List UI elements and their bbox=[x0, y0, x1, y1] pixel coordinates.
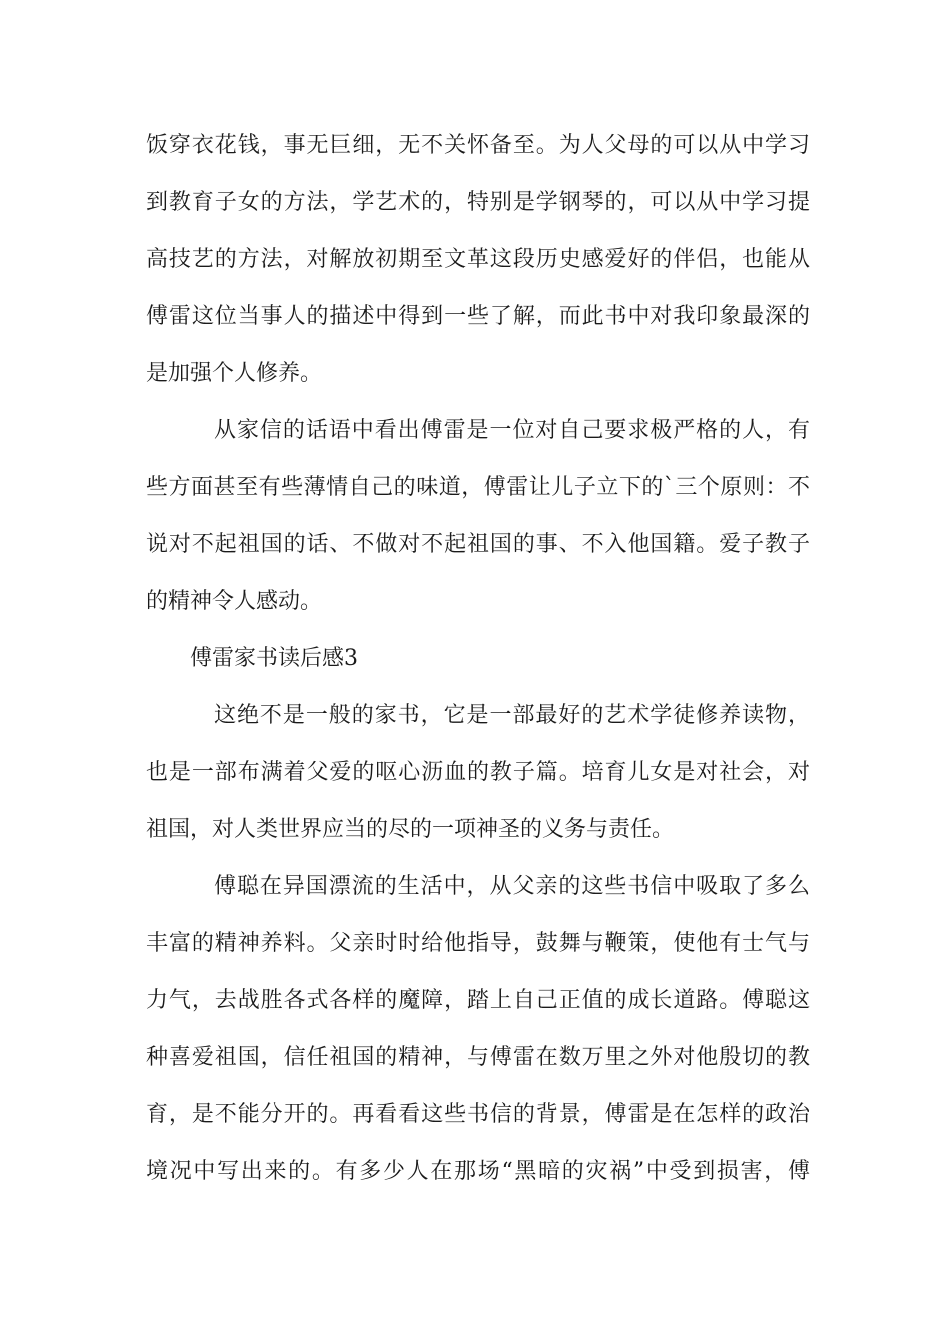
paragraph-first-line: 从家信的话语中看出傅雷是一位对自己要求极严格的人，有 bbox=[214, 418, 810, 443]
text-line: 是加强个人修养。 bbox=[146, 361, 323, 386]
text-line: 的精神令人感动。 bbox=[146, 589, 323, 614]
text-line: 高技艺的方法，对解放初期至文革这段历史感爱好的伴侣，也能从 bbox=[146, 247, 810, 272]
text-line: 傅雷这位当事人的描述中得到一些了解，而此书中对我印象最深的 bbox=[146, 304, 810, 329]
text-line: 说对不起祖国的话、不做对不起祖国的事、不入他国籍。爱子教子 bbox=[146, 532, 810, 557]
paragraph-first-line: 傅聪在异国漂流的生活中，从父亲的这些书信中吸取了多么 bbox=[214, 874, 810, 899]
section-heading: 傅雷家书读后感3 bbox=[190, 646, 358, 671]
text-line: 些方面甚至有些薄情自己的味道，傅雷让儿子立下的`三个原则：不 bbox=[146, 475, 810, 500]
text-line: 育，是不能分开的。再看看这些书信的背景，傅雷是在怎样的政治 bbox=[146, 1102, 810, 1127]
text-line: 也是一部布满着父爱的呕心沥血的教子篇。培育儿女是对社会，对 bbox=[146, 760, 810, 785]
text-line: 丰富的精神养料。父亲时时给他指导，鼓舞与鞭策，使他有士气与 bbox=[146, 931, 810, 956]
text-line: 饭穿衣花钱，事无巨细，无不关怀备至。为人父母的可以从中学习 bbox=[146, 133, 810, 158]
text-line: 到教育子女的方法，学艺术的，特别是学钢琴的，可以从中学习提 bbox=[146, 190, 810, 215]
text-line: 种喜爱祖国，信任祖国的精神，与傅雷在数万里之外对他殷切的教 bbox=[146, 1045, 810, 1070]
paragraph-first-line: 这绝不是一般的家书，它是一部最好的艺术学徒修养读物， bbox=[214, 703, 810, 728]
text-line: 力气，去战胜各式各样的魔障，踏上自己正值的成长道路。傅聪这 bbox=[146, 988, 810, 1013]
text-line: 境况中写出来的。有多少人在那场“黑暗的灾祸”中受到损害，傅 bbox=[146, 1159, 810, 1184]
text-line: 祖国，对人类世界应当的尽的一项神圣的义务与责任。 bbox=[146, 817, 675, 842]
